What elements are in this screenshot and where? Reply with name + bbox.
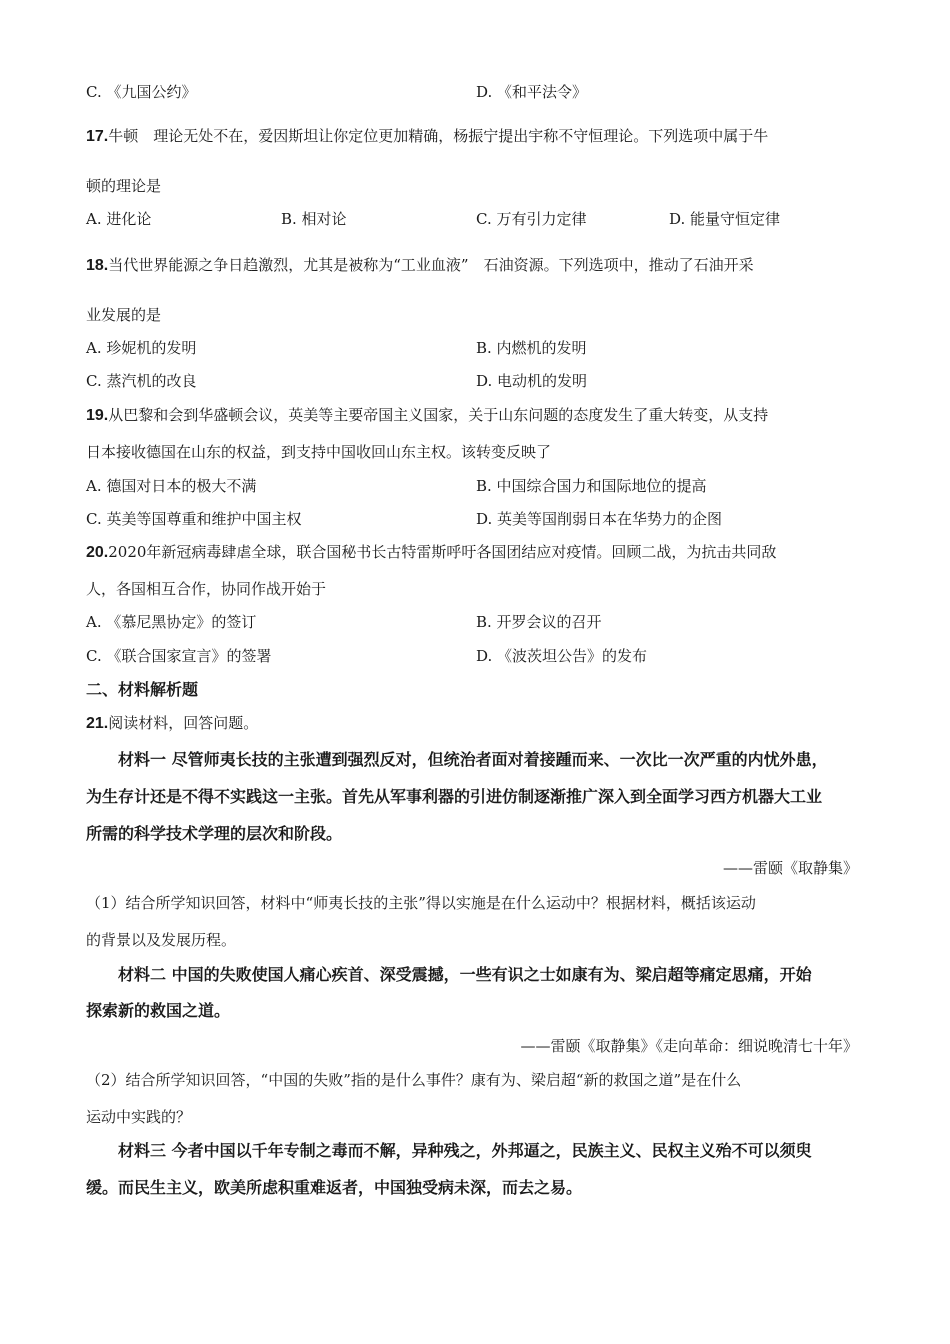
q21-stem: 21.阅读材料，回答问题。 [86,714,259,732]
q17-option-d: D. 能量守恒定律 [669,210,781,228]
subquestion-2-line1: （2）结合所学知识回答，“中国的失败”指的是什么事件？康有为、梁启超“新的救国之道”是在什么 [86,1071,742,1089]
q20-number: 20. [86,544,109,561]
section-heading: 二、材料解析题 [86,680,199,699]
q19-option-b: B. 中国综合国力和国际地位的提高 [476,477,707,495]
q18-stem-line2: 业发展的是 [86,306,162,324]
q19-stem-line2: 日本接收德国在山东的权益，到支持中国收回山东主权。该转变反映了 [86,443,552,461]
material-1-source: ——雷颐《取静集》 [722,859,858,877]
q18-option-a: A. 珍妮机的发明 [86,339,197,357]
q19-stem-line1: 19.从巴黎和会到华盛顿会议，英美等主要帝国主义国家，关于山东问题的态度发生了重大转变，从支持 [86,406,769,424]
material-3-line2: 缓。而民生主义，欧美所虑积重难返者，中国独受病未深，而去之易。 [86,1178,583,1197]
q18-option-b: B. 内燃机的发明 [476,339,587,357]
q17-option-a: A. 进化论 [86,210,152,228]
q17-number: 17. [86,128,109,145]
q20-option-c: C. 《联合国家宣言》的签署 [86,647,272,665]
q21-number: 21. [86,715,109,732]
subquestion-1-line1: （1）结合所学知识回答，材料中“师夷长技的主张”得以实施是在什么运动中？根据材料，概括该运动 [86,894,756,912]
q18-number: 18. [86,257,109,274]
material-1-line1: 材料一 尽管师夷长技的主张遭到强烈反对，但统治者面对着接踵而来、一次比一次严重的内忧外患， [118,750,828,769]
q20-option-a: A. 《慕尼黑协定》的签订 [86,613,257,631]
q19-option-c: C. 英美等国尊重和维护中国主权 [86,510,302,528]
q17-option-c: C. 万有引力定律 [476,210,587,228]
material-1-line2: 为生存计还是不得不实践这一主张。首先从军事利器的引进仿制逐渐推广深入到全面学习西方机器大工业 [86,787,823,806]
q20-stem-line1: 20.2020年新冠病毒肆虐全球，联合国秘书长古特雷斯呼吁各国团结应对疫情。回顾二战，为抗击共同敌 [86,543,777,561]
q16-option-c: C. 《九国公约》 [86,83,197,101]
q18-option-c: C. 蒸汽机的改良 [86,372,197,390]
q18-stem-line1: 18.当代世界能源之争日趋激烈，尤其是被称为“工业血液” 石油资源。下列选项中，推动了石油开采 [86,256,754,274]
q19-option-a: A. 德国对日本的极大不满 [86,477,257,495]
q18-option-d: D. 电动机的发明 [476,372,588,390]
material-3-line1: 材料三 今者中国以千年专制之毒而不解，异种残之，外邦逼之，民族主义、民权主义殆不可以须臾 [118,1141,812,1160]
material-2-source: ——雷颐《取静集》《走向革命：细说晚清七十年》 [520,1037,858,1055]
q20-stem-line2: 人，各国相互合作，协同作战开始于 [86,580,327,598]
q17-stem-line1: 17.牛顿 理论无处不在，爱因斯坦让你定位更加精确，杨振宁提出宇称不守恒理论。下列选项中属于牛 [86,127,769,145]
subquestion-1-line2: 的背景以及发展历程。 [86,931,237,949]
material-1-line3: 所需的科学技术学理的层次和阶段。 [86,824,343,843]
q20-option-d: D. 《波茨坦公告》的发布 [476,647,648,665]
material-2-line2: 探索新的救国之道。 [86,1001,231,1020]
q16-option-d: D. 《和平法令》 [476,83,588,101]
q17-option-b: B. 相对论 [281,210,347,228]
material-2-line1: 材料二 中国的失败使国人痛心疾首、深受震撼，一些有识之士如康有为、梁启超等痛定思痛，开始 [118,965,812,984]
q19-number: 19. [86,407,109,424]
q17-stem-line2: 顿的理论是 [86,177,162,195]
subquestion-2-line2: 运动中实践的？ [86,1108,192,1126]
q19-option-d: D. 英美等国削弱日本在华势力的企图 [476,510,723,528]
q20-option-b: B. 开罗会议的召开 [476,613,602,631]
